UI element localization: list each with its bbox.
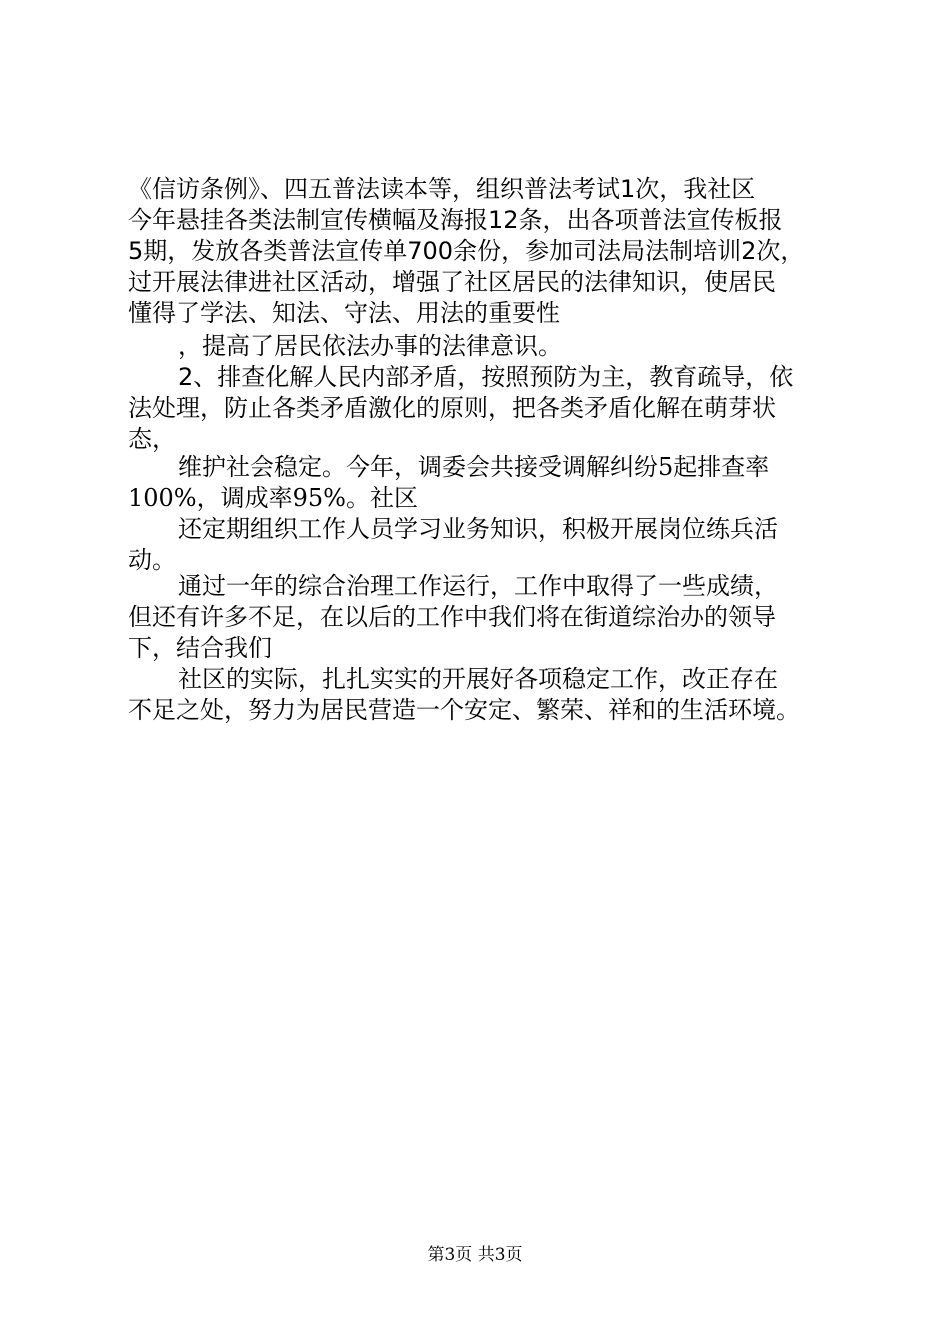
text-line: 法处理，防止各类矛盾激化的原则，把各类矛盾化解在萌芽状 xyxy=(128,394,776,422)
paragraph-3 xyxy=(128,362,828,455)
text-line: 100%，调成率95%。社区 xyxy=(128,484,418,512)
text-line: 通过一年的综合治理工作运行，工作中取得了一些成绩， xyxy=(178,572,778,600)
text-line: 不足之处，努力为居民营造一个安定、繁荣、祥和的生活环境。 xyxy=(128,696,800,724)
text-line: 5期，发放各类普法宣传单700余份，参加司法局法制培训2次， xyxy=(128,237,805,265)
page-footer xyxy=(0,1244,950,1266)
text-line: 维护社会稳定。今年，调委会共接受调解纠纷5起排查率 xyxy=(178,453,770,481)
text-line: 2、排查化解人民内部矛盾，按照预防为主，教育疏导，依 xyxy=(178,363,794,391)
text-line: 但还有许多不足，在以后的工作中我们将在街道综治办的领导 xyxy=(128,603,776,631)
text-line: 《信访条例》、四五普法读本等，组织普法考试1次，我社区 xyxy=(128,175,756,203)
paragraph-5 xyxy=(128,514,828,576)
page-number: 第3页 共3页 xyxy=(427,1245,523,1265)
text-line: 懂得了学法、知法、守法、用法的重要性 xyxy=(128,299,560,327)
text-line: 还定期组织工作人员学习业务知识，积极开展岗位练兵活 xyxy=(178,515,778,543)
text-line: 今年悬挂各类法制宣传横幅及海报12条，出各项普法宣传板报 xyxy=(128,206,783,234)
text-line: 态， xyxy=(128,425,176,453)
text-line: ，提高了居民依法办事的法律意识。 xyxy=(178,332,562,360)
paragraph-7 xyxy=(128,664,828,726)
text-line: 社区的实际，扎扎实实的开展好各项稳定工作，改正存在 xyxy=(178,665,778,693)
paragraph-1 xyxy=(128,174,828,329)
paragraph-6 xyxy=(128,571,828,664)
text-line: 动。 xyxy=(128,546,176,574)
text-line: 下，结合我们 xyxy=(128,634,272,662)
text-line: 过开展法律进社区活动，增强了社区居民的法律知识，使居民 xyxy=(128,268,776,296)
paragraph-4 xyxy=(128,452,828,514)
paragraph-2 xyxy=(128,331,828,362)
